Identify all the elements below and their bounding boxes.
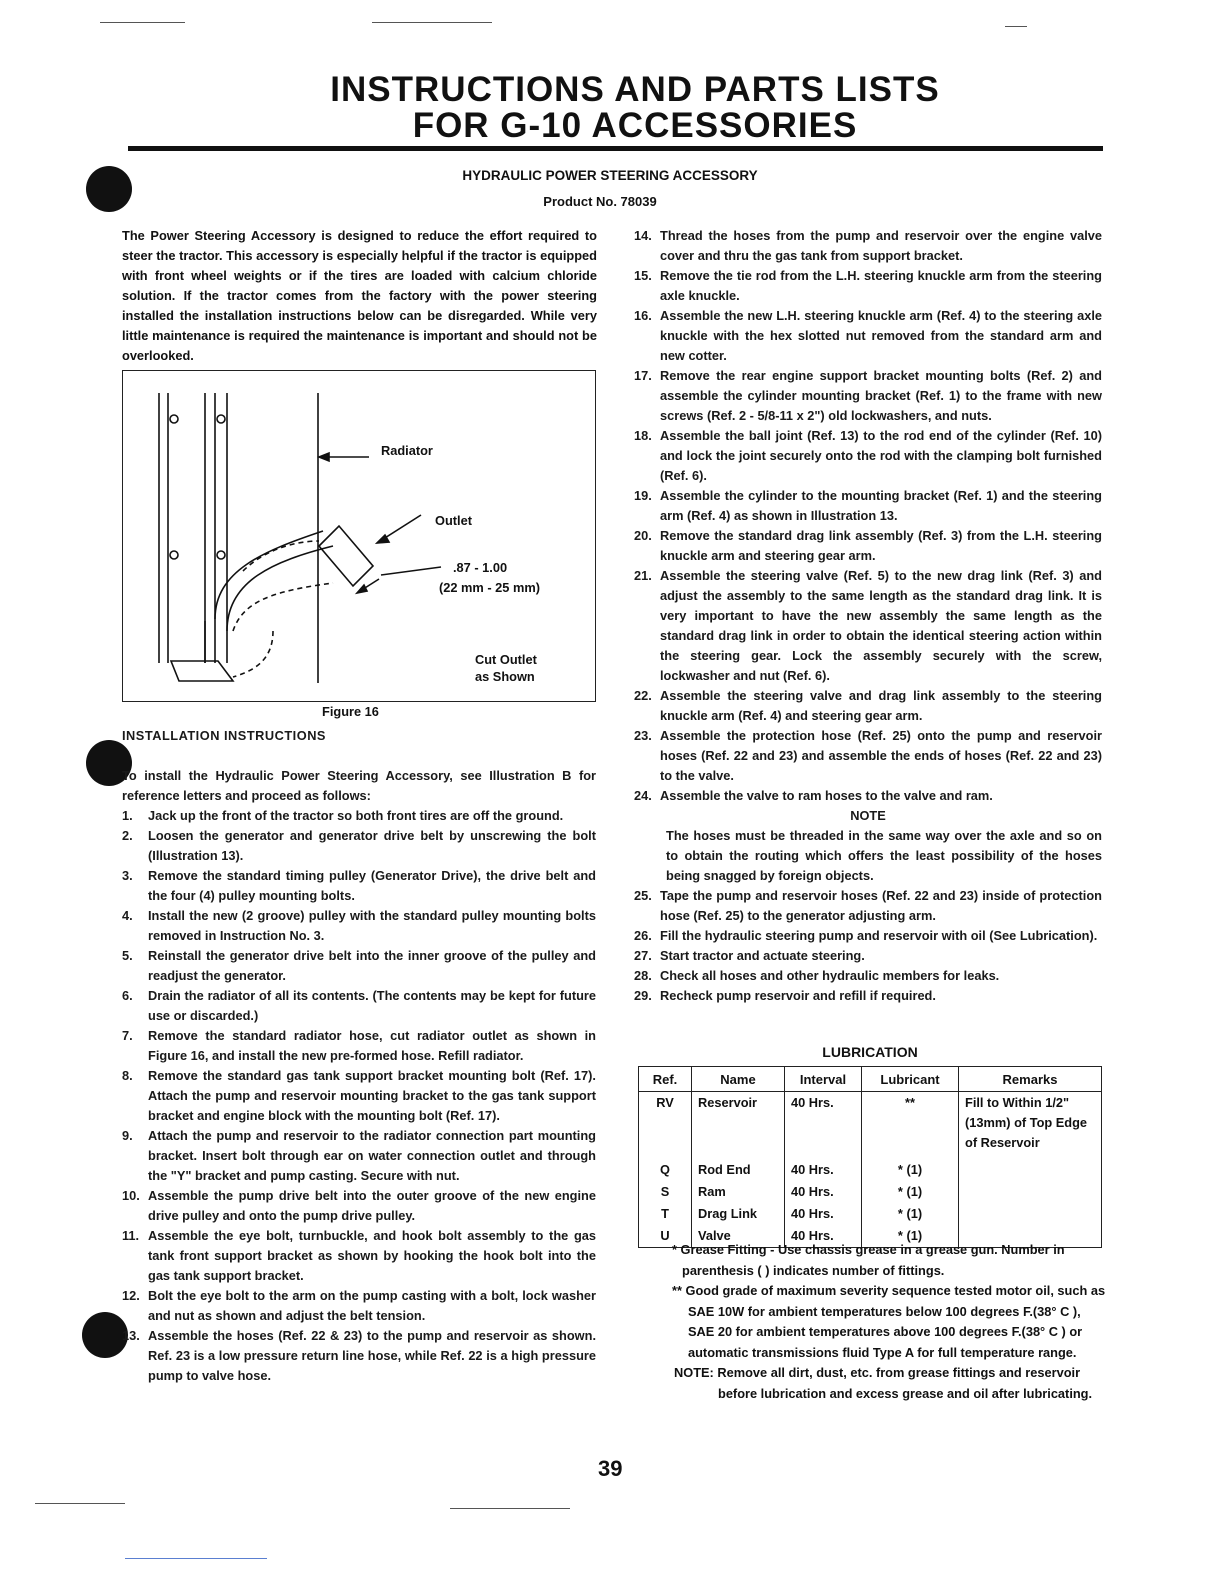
table-header-row [639,1067,1102,1092]
step-3 [122,866,596,906]
step-7 [122,1026,596,1066]
step-text: Loosen the generator and generator drive belt by unscrewing the bolt (Illustration 13). [148,828,596,863]
label-dimension: .87 - 1.00 [453,560,508,575]
step-number: 13. [122,1328,140,1343]
scan-speck [35,1503,125,1504]
scan-speck [125,1558,267,1559]
cell-ref: T [639,1203,692,1225]
step-18 [634,426,1102,486]
column-header: Name [692,1067,785,1092]
step-text: Assemble the cylinder to the mounting bracket (Ref. 1) and the steering arm (Ref. 4) as shown in Illustration 13. [660,488,1102,523]
lubrication-footnotes [668,1240,1108,1404]
step-text: Remove the standard radiator hose, cut radiator outlet as shown in Figure 16, and install the new pre-formed hose. Refill radiator. [148,1028,596,1063]
step-number: 28. [634,968,652,983]
cell-interval: 40 Hrs. [785,1225,862,1248]
step-text: Assemble the hoses (Ref. 22 & 23) to the pump and reservoir as shown. Ref. 23 is a low pressure return line hose, while Ref. 22 is a high pressure pump to valve hose. [148,1328,596,1383]
installation-right-column [634,226,1102,1006]
step-19 [634,486,1102,526]
footnote-grease: * Grease Fitting - Use chassis grease in a grease gun. Number in parenthesis ( ) indicates number of fittings. [672,1242,1065,1278]
step-text: Remove the standard gas tank support bracket mounting bolt (Ref. 17). Attach the pump and reservoir mounting bracket to the gas tank support bracket and engine block with the mounting bolt (Ref. 17). [148,1068,596,1123]
step-number: 2. [122,828,133,843]
title-rule [128,146,1103,151]
step-text: Reinstall the generator drive belt into the inner groove of the pulley and readjust the generator. [148,948,596,983]
step-27 [634,946,1102,966]
step-text: Start tractor and actuate steering. [660,948,865,963]
column-header: Interval [785,1067,862,1092]
table-row [639,1181,1102,1203]
step-4 [122,906,596,946]
step-number: 25. [634,888,652,903]
label-as-shown: as Shown [475,669,535,684]
table-row [639,1092,1102,1160]
footnote-oil: ** Good grade of maximum severity sequence tested motor oil, such as SAE 10W for ambient temperatures below 100 degrees F.(38° C ), SAE 20 for ambient temperatures above 100 degrees F.(38° C ) or automatic transmissions fluid Type A for full temperature range. [672,1283,1106,1360]
cell-name: Drag Link [692,1203,785,1225]
step-number: 14. [634,228,652,243]
step-10 [122,1186,596,1226]
step-17 [634,366,1102,426]
step-24 [634,786,1102,806]
lubrication-heading: LUBRICATION [822,1044,918,1060]
section-title: HYDRAULIC POWER STEERING ACCESSORY [462,168,758,183]
step-text: Tape the pump and reservoir hoses (Ref. 22 and 23) inside of protection hose (Ref. 25) to the generator adjusting arm. [660,888,1102,923]
label-outlet: Outlet [435,513,472,528]
step-2 [122,826,596,866]
page-number: 39 [598,1456,623,1481]
step-text: Remove the standard timing pulley (Generator Drive), the drive belt and the four (4) pulley mounting bolts. [148,868,596,903]
cell-name: Ram [692,1181,785,1203]
cell-ref: Q [639,1159,692,1181]
step-11 [122,1226,596,1286]
step-25 [634,886,1102,926]
step-text: Assemble the steering valve and drag link assembly to the steering knuckle arm (Ref. 4) and steering gear arm. [660,688,1102,723]
step-number: 4. [122,908,133,923]
cell-lubricant: * (1) [862,1159,959,1181]
step-number: 18. [634,428,652,443]
note-text: The hoses must be threaded in the same way over the axle and so on to obtain the routing which offers the least possibility of the hoses being snagged by foreign objects. [666,828,1102,883]
lubrication-note: NOTE: Remove all dirt, dust, etc. from grease fittings and reservoir before lubrication and excess grease and oil after lubricating. [674,1365,1093,1401]
step-1 [122,806,596,826]
scan-speck [450,1508,570,1509]
step-20 [634,526,1102,566]
cell-lubricant: * (1) [862,1225,959,1248]
step-number: 29. [634,988,652,1003]
intro-paragraph: The Power Steering Accessory is designed to reduce the effort required to steer the tractor. This accessory is especially helpful if the tractor is equipped with front wheel weights or if the tires are loaded with calcium chloride solution. If the tractor comes from the factory with the power steering installed the installation instructions below can be disregarded. While very little maintenance is required the maintenance is important and should not be overlooked. [122,228,597,363]
step-14 [634,226,1102,266]
step-number: 15. [634,268,652,283]
step-text: Assemble the valve to ram hoses to the valve and ram. [660,788,993,803]
step-13 [122,1326,596,1386]
step-12 [122,1286,596,1326]
step-number: 16. [634,308,652,323]
installation-lead: To install the Hydraulic Power Steering Accessory, see Illustration B for reference letters and proceed as follows: [122,768,596,803]
step-21 [634,566,1102,686]
step-number: 7. [122,1028,133,1043]
step-number: 10. [122,1188,140,1203]
step-15 [634,266,1102,306]
step-number: 5. [122,948,133,963]
cell-lubricant: * (1) [862,1203,959,1225]
step-text: Assemble the eye bolt, turnbuckle, and hook bolt assembly to the gas tank front support bracket as shown by hooking the hook bolt into the gas tank support bracket. [148,1228,596,1283]
cell-lubricant: * (1) [862,1181,959,1203]
step-23 [634,726,1102,786]
column-header: Ref. [639,1067,692,1092]
step-number: 3. [122,868,133,883]
installation-left-column [122,726,596,1386]
cell-remarks: Fill to Within 1/2"(13mm) of Top Edge of Reservoir [959,1092,1102,1160]
scan-speck [372,22,492,23]
step-26 [634,926,1102,946]
step-text: Assemble the steering valve (Ref. 5) to the new drag link (Ref. 3) and adjust the assembly to the same length as the standard drag link. It is very important to have the new assembly the same length as the standard drag link in order to obtain the identical steering action within the steering gear. Lock the assembly securely with the screw, lockwasher and nut (Ref. 6). [660,568,1102,683]
step-8 [122,1066,596,1126]
cell-ref: RV [639,1092,692,1160]
step-number: 27. [634,948,652,963]
step-text: Remove the standard drag link assembly (Ref. 3) from the L.H. steering knuckle arm and steering gear arm. [660,528,1102,563]
step-29 [634,986,1102,1006]
step-text: Thread the hoses from the pump and reservoir over the engine valve cover and thru the gas tank from support bracket. [660,228,1102,263]
cell-name: Reservoir [692,1092,785,1160]
step-text: Check all hoses and other hydraulic members for leaks. [660,968,1000,983]
step-text: Assemble the protection hose (Ref. 25) onto the pump and reservoir hoses (Ref. 22 and 23) and assemble the ends of hoses (Ref. 22 and 23) to the valve. [660,728,1102,783]
step-9 [122,1126,596,1186]
step-text: Assemble the new L.H. steering knuckle arm (Ref. 4) to the steering axle knuckle with the hex slotted nut removed from the standard arm and new cotter. [660,308,1102,363]
cell-remarks [959,1203,1102,1225]
cell-interval: 40 Hrs. [785,1203,862,1225]
installation-heading: INSTALLATION INSTRUCTIONS [122,728,326,743]
step-number: 21. [634,568,652,583]
step-text: Recheck pump reservoir and refill if required. [660,988,936,1003]
table-row [639,1203,1102,1225]
step-text: Install the new (2 groove) pulley with the standard pulley mounting bolts removed in Instruction No. 3. [148,908,596,943]
figure-caption: Figure 16 [322,704,379,719]
step-number: 23. [634,728,652,743]
step-number: 6. [122,988,133,1003]
label-cut-outlet: Cut Outlet [475,652,537,667]
step-text: Attach the pump and reservoir to the radiator connection part mounting bracket. Insert bolt through ear on water connection outlet and through the "Y" bracket and pump casting. Secure with nut. [148,1128,596,1183]
figure-16 [122,370,596,702]
step-number: 20. [634,528,652,543]
step-text: Jack up the front of the tractor so both front tires are off the ground. [148,808,564,823]
step-number: 19. [634,488,652,503]
step-text: Remove the tie rod from the L.H. steering knuckle arm from the steering axle knuckle. [660,268,1102,303]
table-row [639,1159,1102,1181]
cell-name: Rod End [692,1159,785,1181]
step-5 [122,946,596,986]
step-number: 9. [122,1128,133,1143]
step-text: Fill the hydraulic steering pump and reservoir with oil (See Lubrication). [660,928,1098,943]
step-number: 11. [122,1228,140,1243]
punch-hole [86,166,132,212]
step-16 [634,306,1102,366]
page-title-line2: FOR G-10 ACCESSORIES [412,106,858,145]
page-title-line1: INSTRUCTIONS AND PARTS LISTS [330,70,940,109]
cell-remarks [959,1159,1102,1181]
step-number: 24. [634,788,652,803]
step-number: 26. [634,928,652,943]
step-text: Drain the radiator of all its contents. (The contents may be kept for future use or discarded.) [148,988,596,1023]
note-heading: NOTE [850,808,886,823]
step-text: Assemble the pump drive belt into the outer groove of the new engine drive pulley and onto the pump drive pulley. [148,1188,596,1223]
step-28 [634,966,1102,986]
cell-ref: S [639,1181,692,1203]
step-number: 22. [634,688,652,703]
step-22 [634,686,1102,726]
step-number: 17. [634,368,652,383]
column-header: Remarks [959,1067,1102,1092]
product-number: Product No. 78039 [543,194,657,209]
step-number: 12. [122,1288,140,1303]
label-radiator: Radiator [381,443,433,458]
step-text: Assemble the ball joint (Ref. 13) to the rod end of the cylinder (Ref. 10) and lock the joint securely onto the rod with the clamping bolt furnished (Ref. 6). [660,428,1102,483]
step-text: Bolt the eye bolt to the arm on the pump casting with a bolt, lock washer and nut as shown and adjust the belt tension. [148,1288,596,1323]
label-dimension-mm: (22 mm - 25 mm) [439,580,540,595]
step-number: 8. [122,1068,133,1083]
cell-interval: 40 Hrs. [785,1092,862,1160]
step-text: Remove the rear engine support bracket mounting bolts (Ref. 2) and assemble the cylinder mounting bracket (Ref. 1) to the frame with new screws (Ref. 2 - 5/8-11 x 2") old lockwashers, and nuts. [660,368,1102,423]
lubrication-table [638,1066,1102,1248]
cell-interval: 40 Hrs. [785,1159,862,1181]
cell-interval: 40 Hrs. [785,1181,862,1203]
step-6 [122,986,596,1026]
cell-name: Valve [692,1225,785,1248]
scan-speck [1005,26,1027,27]
step-number: 1. [122,808,133,823]
column-header: Lubricant [862,1067,959,1092]
cell-lubricant: ** [862,1092,959,1160]
scan-speck [100,22,185,23]
cell-remarks [959,1181,1102,1203]
cell-ref: U [639,1225,692,1248]
